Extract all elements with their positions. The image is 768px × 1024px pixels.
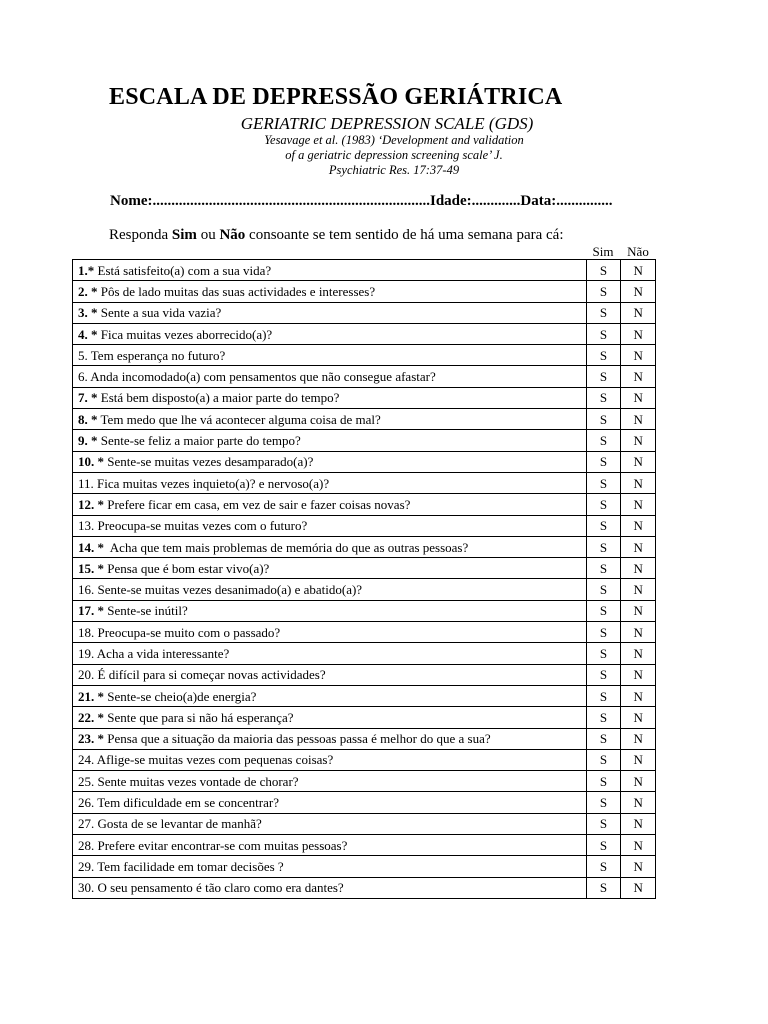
table-row bbox=[73, 366, 656, 387]
answer-sim-option[interactable]: S bbox=[586, 579, 621, 600]
answer-nao-option[interactable]: N bbox=[621, 451, 656, 472]
question-text: Está satisfeito(a) com a sua vida? bbox=[94, 262, 272, 278]
table-row bbox=[73, 302, 656, 323]
question-text-cell bbox=[73, 323, 587, 344]
table-row bbox=[73, 877, 656, 898]
page-title: ESCALA DE DEPRESSÃO GERIÁTRICA bbox=[109, 84, 563, 110]
answer-nao-option[interactable]: N bbox=[621, 366, 656, 387]
table-row bbox=[73, 387, 656, 408]
question-text: Acha que tem mais problemas de memória do que as outras pessoas? bbox=[104, 539, 469, 555]
answer-sim-option[interactable]: S bbox=[586, 813, 621, 834]
column-header-nao: Não bbox=[627, 244, 649, 259]
answer-sim-option[interactable]: S bbox=[586, 707, 621, 728]
question-text-cell bbox=[73, 260, 587, 281]
answer-sim-option[interactable]: S bbox=[586, 281, 621, 302]
instruction-middle: ou bbox=[196, 227, 220, 243]
question-text: Sente que para si não há esperança? bbox=[104, 709, 294, 725]
answer-nao-option[interactable]: N bbox=[621, 728, 656, 749]
question-text: Pensa que a situação da maioria das pessoas passa é melhor do que a sua? bbox=[104, 731, 491, 747]
question-number: 25. bbox=[78, 773, 95, 789]
question-text-cell bbox=[73, 622, 587, 643]
question-number: 9. * bbox=[78, 433, 98, 449]
answer-nao-option[interactable]: N bbox=[621, 813, 656, 834]
question-text-cell bbox=[73, 792, 587, 813]
table-row bbox=[73, 472, 656, 493]
question-text: Tem esperança no futuro? bbox=[87, 347, 226, 363]
question-number: 16. bbox=[78, 582, 95, 598]
answer-sim-option[interactable]: S bbox=[586, 323, 621, 344]
question-number: 13. bbox=[78, 518, 95, 534]
table-row bbox=[73, 664, 656, 685]
question-text: Pôs de lado muitas das suas actividades e interesses? bbox=[97, 283, 376, 299]
answer-nao-option[interactable]: N bbox=[621, 323, 656, 344]
table-row bbox=[73, 515, 656, 536]
answer-sim-option[interactable]: S bbox=[586, 387, 621, 408]
instruction-prefix: Responda bbox=[109, 227, 172, 243]
instruction-sim: Sim bbox=[171, 227, 197, 243]
answer-nao-option[interactable]: N bbox=[621, 558, 656, 579]
table-row bbox=[73, 685, 656, 706]
answer-sim-option[interactable]: S bbox=[586, 643, 621, 664]
question-text: Sente a sua vida vazia? bbox=[97, 305, 222, 321]
table-row bbox=[73, 494, 656, 515]
table-row bbox=[73, 281, 656, 302]
table-row bbox=[73, 643, 656, 664]
column-header-sim: Sim bbox=[592, 244, 614, 259]
question-text-cell bbox=[73, 664, 587, 685]
table-row bbox=[73, 451, 656, 472]
question-number: 14. * bbox=[78, 539, 104, 555]
question-text-cell bbox=[73, 302, 587, 323]
question-text: Aflige-se muitas vezes com pequenas coisas? bbox=[94, 752, 334, 768]
question-number: 30. bbox=[78, 880, 95, 896]
question-text: É difícil para si começar novas actividades? bbox=[94, 667, 326, 683]
question-number: 29. bbox=[78, 858, 95, 874]
question-text: Prefere ficar em casa, em vez de sair e fazer coisas novas? bbox=[104, 496, 411, 512]
answer-sim-option[interactable]: S bbox=[586, 792, 621, 813]
answer-nao-option[interactable]: N bbox=[621, 281, 656, 302]
table-row bbox=[73, 600, 656, 621]
data-label: Data: bbox=[520, 193, 557, 209]
question-text: Sente muitas vezes vontade de chorar? bbox=[94, 773, 299, 789]
question-text: Preocupa-se muitas vezes com o futuro? bbox=[94, 518, 308, 534]
table-row bbox=[73, 579, 656, 600]
question-text-cell bbox=[73, 515, 587, 536]
answer-nao-option[interactable]: N bbox=[621, 685, 656, 706]
table-row bbox=[73, 835, 656, 856]
table-row bbox=[73, 558, 656, 579]
question-text-cell bbox=[73, 281, 587, 302]
question-number: 4. * bbox=[78, 326, 98, 342]
answer-nao-option[interactable]: N bbox=[621, 856, 656, 877]
question-number: 12. * bbox=[78, 496, 104, 512]
table-row bbox=[73, 792, 656, 813]
question-text-cell bbox=[73, 430, 587, 451]
table-row bbox=[73, 323, 656, 344]
answer-nao-option[interactable]: N bbox=[621, 302, 656, 323]
answer-sim-option[interactable]: S bbox=[586, 302, 621, 323]
question-text-cell bbox=[73, 409, 587, 430]
answer-nao-option[interactable]: N bbox=[621, 622, 656, 643]
answer-sim-option[interactable]: S bbox=[586, 622, 621, 643]
idade-label: Idade: bbox=[429, 193, 472, 209]
table-row bbox=[73, 260, 656, 281]
question-text: Prefere evitar encontrar-se com muitas pessoas? bbox=[94, 837, 348, 853]
answer-nao-option[interactable]: N bbox=[621, 707, 656, 728]
question-number: 18. bbox=[78, 624, 95, 640]
question-text: Está bem disposto(a) a maior parte do tempo? bbox=[97, 390, 340, 406]
table-row bbox=[73, 409, 656, 430]
table-row bbox=[73, 707, 656, 728]
question-number: 6. bbox=[78, 369, 88, 385]
answer-sim-option[interactable]: S bbox=[586, 260, 621, 281]
question-text-cell bbox=[73, 345, 587, 366]
table-row bbox=[73, 813, 656, 834]
answer-sim-option[interactable]: S bbox=[586, 472, 621, 493]
question-text-cell bbox=[73, 685, 587, 706]
question-text-cell bbox=[73, 856, 587, 877]
question-number: 10. * bbox=[78, 454, 104, 470]
question-number: 27. bbox=[78, 816, 95, 832]
patient-fields bbox=[110, 193, 613, 210]
question-number: 23. * bbox=[78, 731, 104, 747]
answer-nao-option[interactable]: N bbox=[621, 345, 656, 366]
question-text: Acha a vida interessante? bbox=[94, 645, 230, 661]
answer-sim-option[interactable]: S bbox=[586, 558, 621, 579]
answer-sim-option[interactable]: S bbox=[586, 515, 621, 536]
question-number: 24. bbox=[78, 752, 95, 768]
question-text-cell bbox=[73, 494, 587, 515]
question-text-cell bbox=[73, 579, 587, 600]
question-text-cell bbox=[73, 536, 587, 557]
table-row bbox=[73, 856, 656, 877]
reference-citation bbox=[0, 133, 768, 178]
question-number: 1.* bbox=[78, 262, 95, 278]
question-text: Sente-se muitas vezes desamparado(a)? bbox=[104, 454, 314, 470]
reference-line: Yesavage et al. (1983) ‘Development and validation bbox=[264, 133, 524, 147]
answer-sim-option[interactable]: S bbox=[586, 685, 621, 706]
question-number: 21. * bbox=[78, 688, 104, 704]
answer-sim-option[interactable]: S bbox=[586, 409, 621, 430]
answer-nao-option[interactable]: N bbox=[621, 515, 656, 536]
answer-sim-option[interactable]: S bbox=[586, 728, 621, 749]
answer-nao-option[interactable]: N bbox=[621, 579, 656, 600]
question-text: Tem facilidade em tomar decisões ? bbox=[94, 858, 284, 874]
answer-nao-option[interactable]: N bbox=[621, 664, 656, 685]
answer-nao-option[interactable]: N bbox=[621, 430, 656, 451]
question-number: 26. bbox=[78, 795, 95, 811]
answer-nao-option[interactable]: N bbox=[621, 877, 656, 898]
answer-sim-option[interactable]: S bbox=[586, 600, 621, 621]
question-text: Gosta de se levantar de manhã? bbox=[94, 816, 262, 832]
question-text-cell bbox=[73, 877, 587, 898]
question-number: 8. * bbox=[78, 411, 98, 427]
answer-nao-option[interactable]: N bbox=[621, 494, 656, 515]
question-text-cell bbox=[73, 728, 587, 749]
question-text-cell bbox=[73, 558, 587, 579]
table-row bbox=[73, 430, 656, 451]
instruction-text bbox=[109, 227, 564, 244]
question-text-cell bbox=[73, 813, 587, 834]
question-text-cell bbox=[73, 749, 587, 770]
question-text: Anda incomodado(a) com pensamentos que não consegue afastar? bbox=[87, 369, 436, 385]
question-text: O seu pensamento é tão claro como era dantes? bbox=[94, 880, 344, 896]
idade-field[interactable]: ............. bbox=[471, 193, 521, 209]
answer-sim-option[interactable]: S bbox=[586, 771, 621, 792]
question-number: 7. * bbox=[78, 390, 98, 406]
question-text-cell bbox=[73, 835, 587, 856]
answer-nao-option[interactable]: N bbox=[621, 749, 656, 770]
question-number: 2. * bbox=[78, 283, 98, 299]
question-number: 17. * bbox=[78, 603, 104, 619]
question-text: Sente-se inútil? bbox=[104, 603, 188, 619]
answer-sim-option[interactable]: S bbox=[586, 856, 621, 877]
nome-field[interactable]: .......................................................................... bbox=[152, 193, 430, 209]
question-text: Fica muitas vezes aborrecido(a)? bbox=[97, 326, 273, 342]
question-number: 5. bbox=[78, 347, 88, 363]
question-text: Tem medo que lhe vá acontecer alguma coisa de mal? bbox=[97, 411, 381, 427]
question-text-cell bbox=[73, 643, 587, 664]
question-text-cell bbox=[73, 707, 587, 728]
question-text: Preocupa-se muito com o passado? bbox=[94, 624, 281, 640]
answer-nao-option[interactable]: N bbox=[621, 472, 656, 493]
table-row bbox=[73, 345, 656, 366]
question-number: 11. bbox=[78, 475, 94, 491]
answer-nao-option[interactable]: N bbox=[621, 260, 656, 281]
nome-label: Nome: bbox=[110, 193, 153, 209]
answer-nao-option[interactable]: N bbox=[621, 600, 656, 621]
question-number: 15. * bbox=[78, 560, 104, 576]
table-row bbox=[73, 536, 656, 557]
answer-nao-option[interactable]: N bbox=[621, 835, 656, 856]
question-text-cell bbox=[73, 600, 587, 621]
answer-sim-option[interactable]: S bbox=[586, 366, 621, 387]
question-number: 28. bbox=[78, 837, 95, 853]
reference-line: of a geriatric depression screening scale’ J. bbox=[285, 148, 503, 162]
answer-sim-option[interactable]: S bbox=[586, 451, 621, 472]
answer-nao-option[interactable]: N bbox=[621, 387, 656, 408]
question-number: 22. * bbox=[78, 709, 104, 725]
answer-sim-option[interactable]: S bbox=[586, 345, 621, 366]
answer-sim-option[interactable]: S bbox=[586, 494, 621, 515]
reference-line: Psychiatric Res. 17:37-49 bbox=[328, 163, 460, 177]
answer-sim-option[interactable]: S bbox=[586, 749, 621, 770]
question-text: Pensa que é bom estar vivo(a)? bbox=[104, 560, 270, 576]
data-field[interactable]: ............... bbox=[556, 193, 613, 209]
answer-nao-option[interactable]: N bbox=[621, 409, 656, 430]
question-text: Sente-se cheio(a)de energia? bbox=[104, 688, 257, 704]
table-row bbox=[73, 771, 656, 792]
answer-sim-option[interactable]: S bbox=[586, 664, 621, 685]
answer-sim-option[interactable]: S bbox=[586, 430, 621, 451]
question-number: 19. bbox=[78, 645, 95, 661]
answer-nao-option[interactable]: N bbox=[621, 771, 656, 792]
page-subtitle: GERIATRIC DEPRESSION SCALE (GDS) bbox=[240, 114, 534, 133]
question-text: Fica muitas vezes inquieto(a)? e nervoso(a)? bbox=[93, 475, 330, 491]
answer-nao-option[interactable]: N bbox=[621, 792, 656, 813]
question-text-cell bbox=[73, 472, 587, 493]
question-number: 3. * bbox=[78, 305, 98, 321]
question-text-cell bbox=[73, 387, 587, 408]
answer-nao-option[interactable]: N bbox=[621, 536, 656, 557]
question-text: Tem dificuldade em se concentrar? bbox=[94, 795, 279, 811]
answer-sim-option[interactable]: S bbox=[586, 536, 621, 557]
answer-sim-option[interactable]: S bbox=[586, 835, 621, 856]
question-text: Sente-se feliz a maior parte do tempo? bbox=[97, 433, 301, 449]
instruction-suffix: consoante se tem sentido de há uma semana para cá: bbox=[245, 227, 564, 243]
table-row bbox=[73, 622, 656, 643]
question-number: 20. bbox=[78, 667, 95, 683]
question-text-cell bbox=[73, 366, 587, 387]
questions-table bbox=[72, 259, 656, 899]
table-row bbox=[73, 749, 656, 770]
question-text-cell bbox=[73, 771, 587, 792]
question-text: Sente-se muitas vezes desanimado(a) e abatido(a)? bbox=[94, 582, 363, 598]
question-text-cell bbox=[73, 451, 587, 472]
answer-sim-option[interactable]: S bbox=[586, 877, 621, 898]
answer-nao-option[interactable]: N bbox=[621, 643, 656, 664]
instruction-nao: Não bbox=[219, 227, 246, 243]
table-row bbox=[73, 728, 656, 749]
